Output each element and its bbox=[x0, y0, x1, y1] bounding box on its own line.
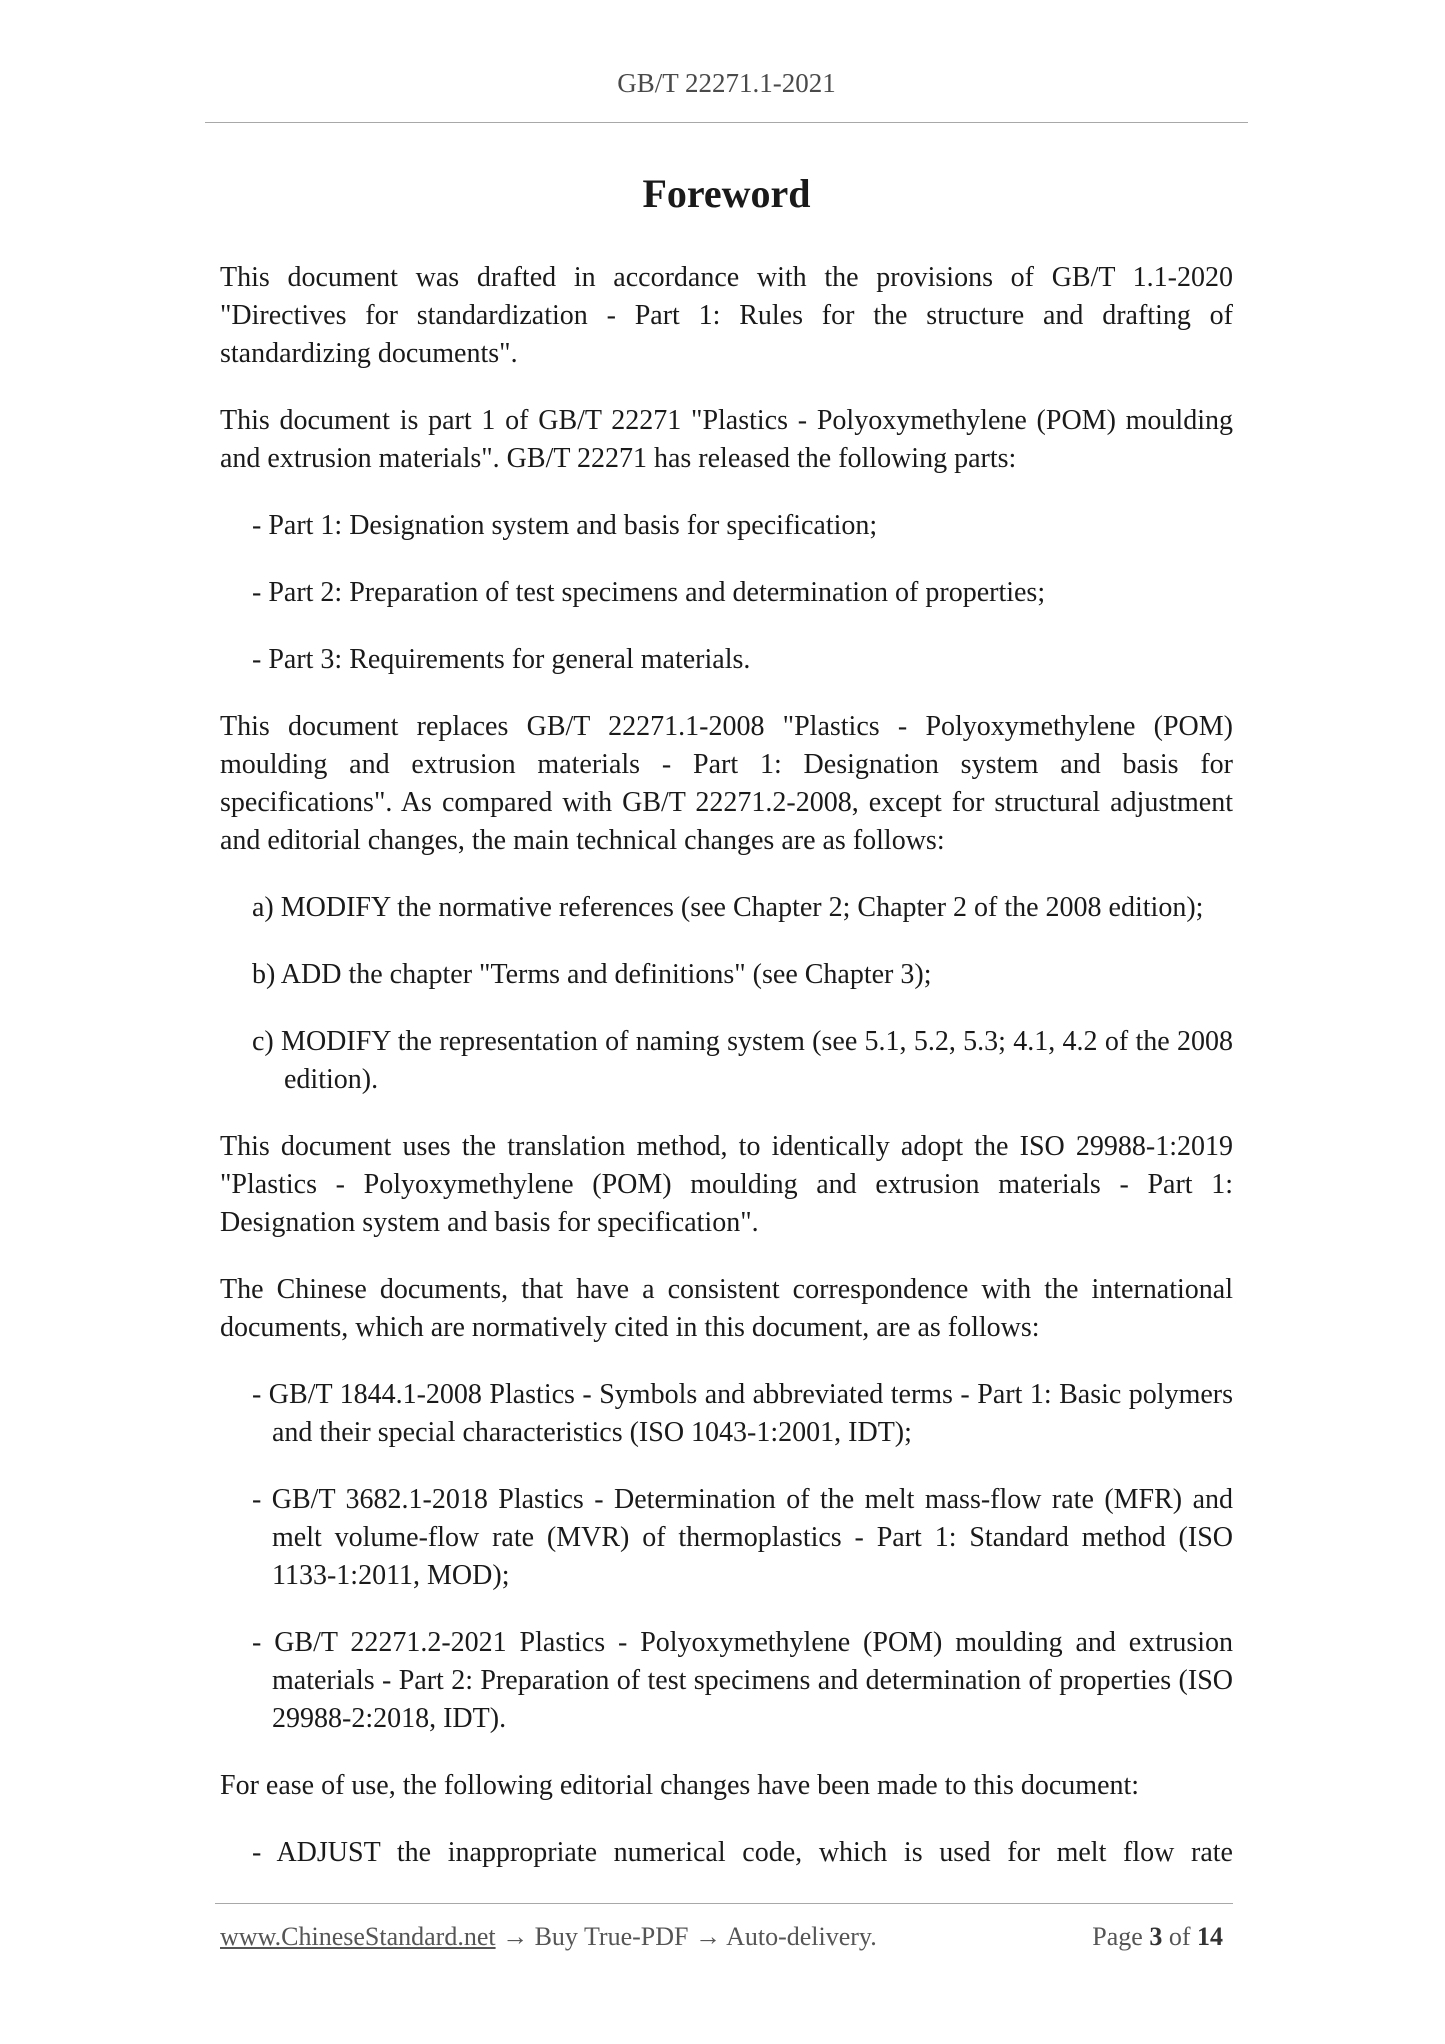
website-link[interactable]: www.ChineseStandard.net bbox=[220, 1922, 496, 1951]
list-item-edit-1: - ADJUST the inappropriate numerical code, which is used for melt flow rate bbox=[252, 1837, 1233, 1868]
paragraph-editorial-changes: For ease of use, the following editorial changes have been made to this document: bbox=[220, 1770, 1140, 1801]
header-divider bbox=[205, 122, 1248, 123]
list-item-ref-3: - GB/T 22271.2-2021 Plastics - Polyoxymethylene (POM) moulding and extrusion materials - Part 2: Preparation of test specimens and determination of properties (ISO 29988-2:2018, IDT). bbox=[252, 1627, 1233, 1734]
list-item-ref-1: - GB/T 1844.1-2008 Plastics - Symbols and abbreviated terms - Part 1: Basic polymers and their special characteristics (ISO 1043-1:2001, IDT); bbox=[252, 1379, 1233, 1448]
running-header: GB/T 22271.1-2021 bbox=[617, 68, 836, 98]
footer-promo bbox=[220, 1922, 877, 1952]
buy-pdf-text: Buy True-PDF bbox=[534, 1922, 689, 1951]
auto-delivery-text: Auto-delivery. bbox=[726, 1922, 877, 1951]
arrow-right-icon: → bbox=[695, 1922, 721, 1951]
list-item-change-b: b) ADD the chapter "Terms and definitions" (see Chapter 3); bbox=[252, 959, 932, 990]
document-body bbox=[220, 259, 1233, 1872]
list-item-change-a: a) MODIFY the normative references (see Chapter 2; Chapter 2 of the 2008 edition); bbox=[252, 892, 1204, 923]
page-label: Page bbox=[1092, 1922, 1143, 1951]
list-item-part-2: - Part 2: Preparation of test specimens and determination of properties; bbox=[252, 577, 1046, 608]
paragraph-drafting-rules: This document was drafted in accordance with the provisions of GB/T 1.1-2020 "Directives for standardization - Part 1: Rules for the structure and drafting of standardizing documents". bbox=[220, 262, 1233, 369]
paragraph-series-intro: This document is part 1 of GB/T 22271 "Plastics - Polyoxymethylene (POM) moulding and extrusion materials". GB/T 22271 has released the following parts: bbox=[220, 405, 1233, 474]
page-number bbox=[1092, 1922, 1223, 1952]
page-title: Foreword bbox=[642, 171, 811, 216]
page-current: 3 bbox=[1149, 1922, 1163, 1951]
list-item-part-3: - Part 3: Requirements for general materials. bbox=[252, 644, 751, 675]
footer-divider bbox=[215, 1903, 1233, 1904]
page-of: of bbox=[1168, 1922, 1191, 1951]
paragraph-translation-method: This document uses the translation method, to identically adopt the ISO 29988-1:2019 "Plastics - Polyoxymethylene (POM) moulding and extrusion materials - Part 1: Designation system and basis for specification". bbox=[220, 1131, 1233, 1238]
paragraph-correspondence: The Chinese documents, that have a consistent correspondence with the international documents, which are normatively cited in this document, are as follows: bbox=[220, 1274, 1233, 1343]
paragraph-replacement: This document replaces GB/T 22271.1-2008 "Plastics - Polyoxymethylene (POM) moulding and extrusion materials - Part 1: Designation system and basis for specifications". As compared with GB/T 22271.2-2008, except for structural adjustment and editorial changes, the main technical changes are as follows: bbox=[220, 711, 1233, 856]
list-item-ref-2: - GB/T 3682.1-2018 Plastics - Determination of the melt mass-flow rate (MFR) and melt volume-flow rate (MVR) of thermoplastics - Part 1: Standard method (ISO 1133-1:2011, MOD); bbox=[252, 1484, 1233, 1591]
arrow-right-icon: → bbox=[502, 1922, 529, 1951]
page-total: 14 bbox=[1197, 1922, 1223, 1951]
list-item-change-c: c) MODIFY the representation of naming system (see 5.1, 5.2, 5.3; 4.1, 4.2 of the 2008 edition). bbox=[252, 1026, 1233, 1095]
list-item-part-1: - Part 1: Designation system and basis for specification; bbox=[252, 510, 878, 541]
